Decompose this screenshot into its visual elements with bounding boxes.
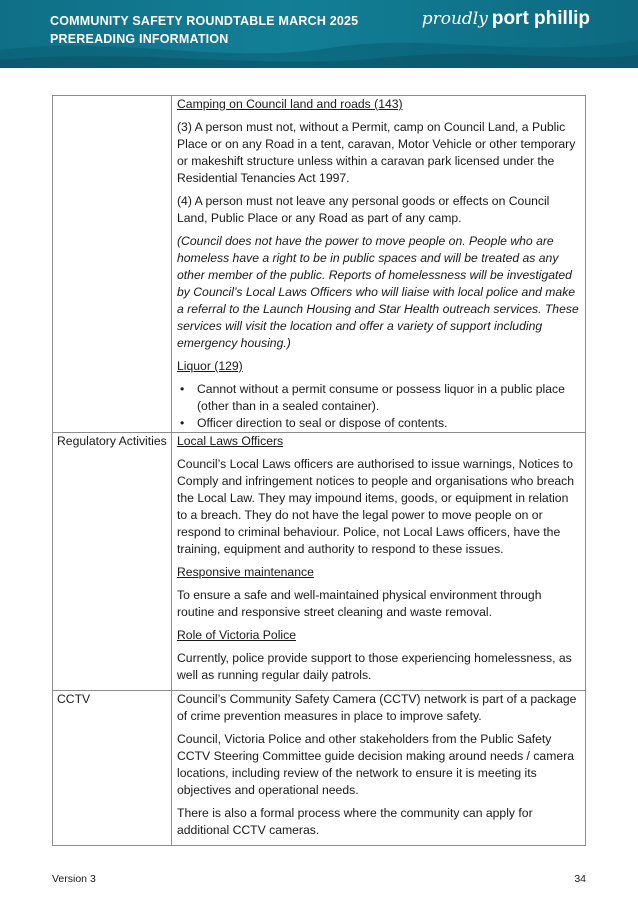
page-header [0,0,638,68]
list-item: • Cannot without a permit consume or possess liquor in a public place (other than in a sealed container). [180,382,565,413]
row-content [172,691,586,846]
brand-logo [422,8,590,30]
llo-heading: Local Laws Officers [177,434,284,448]
maintenance-text: To ensure a safe and well-maintained physical environment through routine and responsive street cleaning and waste removal. [177,588,542,619]
info-table [52,95,586,846]
liquor-heading: Liquor (129) [177,359,243,373]
table-row [53,433,586,691]
llo-text: Council’s Local Laws officers are authorised to issue warnings, Notices to Comply and infringement notices to people and organisations who breach the Local Law. They may impound items, goods, or equipment in relation to a breach. They do not have the legal power to move people on or respond to criminal behaviour. Police, not Local Laws officers, have the training, equipment and authority to respond to these issues. [177,457,575,556]
title-line-2: PREREADING INFORMATION [50,32,229,46]
page-number: 34 [574,873,586,885]
cctv-paragraph-3: There is also a formal process where the community can apply for additional CCTV cameras. [177,806,533,837]
brand-script: proudly [421,9,488,29]
title-line-1: COMMUNITY SAFETY ROUNDTABLE MARCH 2025 [50,14,359,28]
police-text: Currently, police provide support to those experiencing homelessness, as well as running regular daily patrols. [177,651,572,682]
camping-clause-4: (4) A person must not leave any personal goods or effects on Council Land, Public Place or any Road as part of any camp. [177,194,550,225]
police-heading: Role of Victoria Police [177,628,297,642]
cctv-paragraph-2: Council, Victoria Police and other stakeholders from the Public Safety CCTV Steering Committee guide decision making around needs / camera locations, including review of the network to ensure it is meeting its objectives and operational needs. [177,732,574,797]
camping-heading: Camping on Council land and roads (143) [177,97,403,111]
brand-text: port phillip [491,8,590,29]
row-content [172,96,586,433]
row-label: Regulatory Activities [53,433,172,691]
row-label [53,96,172,433]
table-row [53,96,586,433]
row-content [172,433,586,691]
table-row [53,691,586,846]
liquor-list [177,381,580,432]
cctv-paragraph-1: Council’s Community Safety Camera (CCTV) network is part of a package of crime prevention measures in place to improve safety. [177,692,577,723]
list-item: • Officer direction to seal or dispose of contents. [180,416,448,430]
row-label: CCTV [53,691,172,846]
camping-note: (Council does not have the power to move people on. People who are homeless have a right to be in public spaces and will be treated as any other member of the public. Reports of homelessness will be investigated by Council’s Local Laws Officers who will liaise with local police and make a referral to the Launch Housing and Star Health outreach services. These services will visit the location and offer a variety of support including emergency housing.) [177,234,579,350]
maintenance-heading: Responsive maintenance [177,565,314,579]
document-title [50,12,358,48]
footer-version: Version 3 [52,873,96,885]
camping-clause-3: (3) A person must not, without a Permit, camp on Council Land, a Public Place or on any Road in a tent, caravan, Motor Vehicle or other temporary or makeshift structure unless within a caravan park licensed under the Residential Tenancies Act 1997. [177,120,576,185]
